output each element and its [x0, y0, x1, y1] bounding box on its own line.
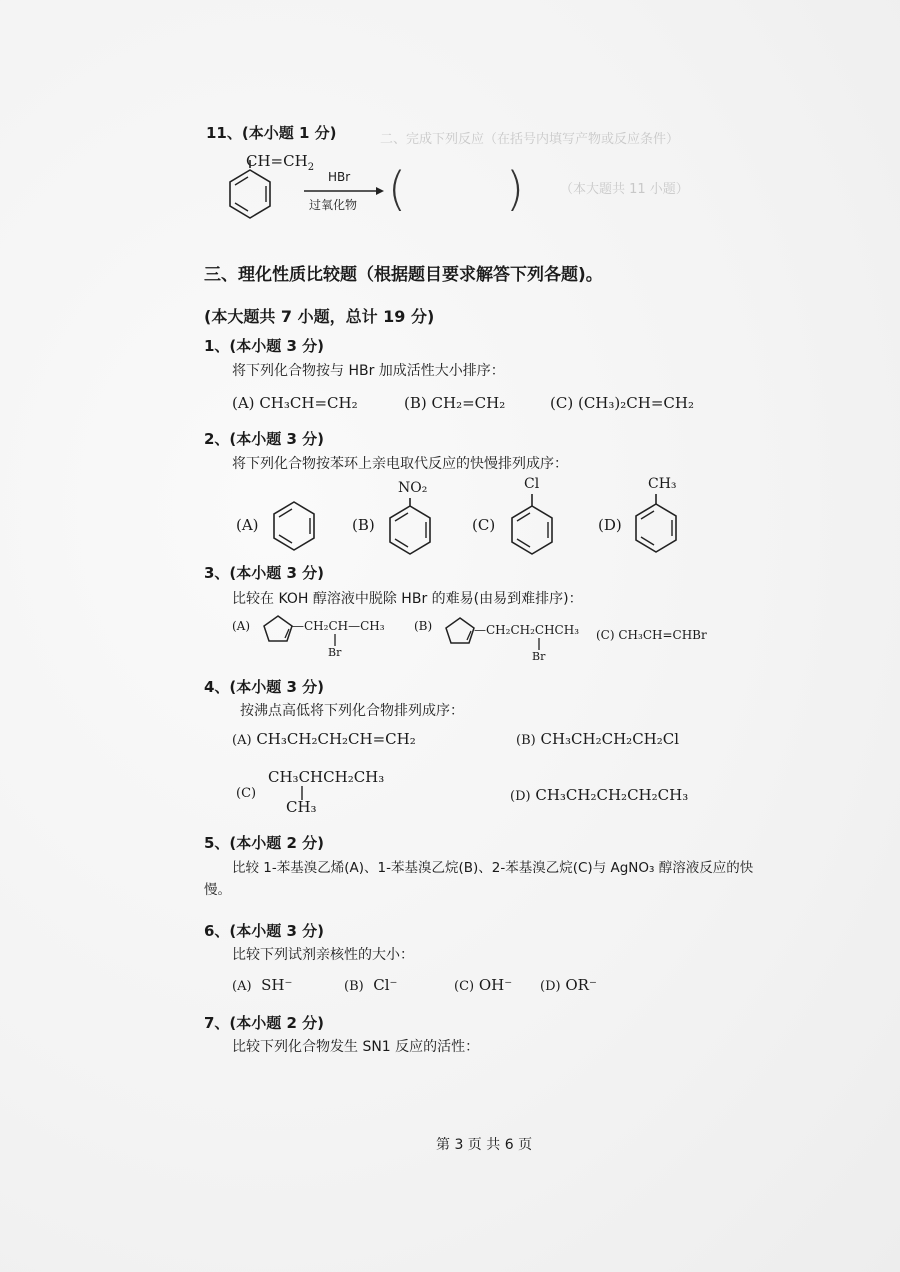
q1-text: 将下列化合物按与 HBr 加成活性大小排序： — [232, 363, 505, 379]
q1-option-c: (C) (CH₃)₂CH=CH₂ — [550, 394, 694, 412]
q6-option-c: (C) OH⁻ — [454, 976, 513, 994]
q2-option-c-substituent: Cl — [524, 476, 540, 492]
q2-option-d-substituent: CH₃ — [648, 476, 677, 492]
answer-open-paren: ( — [388, 162, 406, 216]
q4-option-c-branch: CH₃ — [286, 798, 317, 816]
q6-text: 比较下列试剂亲核性的大小： — [232, 947, 414, 963]
cyclopentene-ring-icon — [262, 614, 294, 642]
q4-option-c-formula: CH₃CHCH₂CH₃ — [268, 768, 385, 786]
page-number: 第 3 页 共 6 页 — [436, 1137, 533, 1153]
bleed-through-text: （本大题共 11 小题） — [560, 182, 689, 197]
q1-option-b: (B) CH₂=CH₂ — [404, 394, 506, 412]
section-subtitle: (本大题共 7 小题，总计 19 分) — [204, 307, 435, 326]
q4-option-d: (D) CH₃CH₂CH₂CH₂CH₃ — [510, 786, 689, 804]
chlorobenzene-ring-icon — [508, 504, 556, 554]
q4-option-a: (A) CH₃CH₂CH₂CH=CH₂ — [232, 730, 416, 748]
q11-benzene-ring-icon — [226, 168, 276, 220]
q5-text-line2: 慢。 — [204, 882, 231, 898]
q11-heading: 11、(本小题 1 分) — [206, 124, 337, 142]
section-title: 三、理化性质比较题（根据题目要求解答下列各题)。 — [204, 265, 603, 285]
q2-option-b-label: (B) — [352, 516, 375, 534]
nitrobenzene-ring-icon — [386, 504, 434, 554]
q2-option-b-substituent: NO₂ — [398, 480, 428, 496]
q1-heading: 1、(本小题 3 分) — [204, 337, 325, 355]
q3-text: 比较在 KOH 醇溶液中脱除 HBr 的难易(由易到难排序)： — [232, 591, 583, 607]
q3-option-b-br: Br — [532, 650, 546, 663]
q3-option-a-br: Br — [328, 646, 342, 659]
q3-option-c: (C) CH₃CH=CHBr — [596, 628, 707, 642]
q3-option-a-chain: —CH₂CH—CH₃ — [292, 619, 385, 633]
q6-option-a: (A) SH⁻ — [232, 976, 293, 994]
q2-heading: 2、(本小题 3 分) — [204, 430, 325, 448]
q3-option-a-label: (A) — [232, 619, 251, 633]
q4-option-b: (B) CH₃CH₂CH₂CH₂Cl — [516, 730, 680, 748]
q5-text-line1: 比较 1-苯基溴乙烯(A)、1-苯基溴乙烷(B)、2-苯基溴乙烷(C)与 AgNO₃ 醇溶液反应的快 — [232, 860, 754, 876]
q11-substituent: $CH=CH_2$ — [246, 152, 315, 173]
cyclopentene-ring-icon — [444, 616, 476, 644]
q3-option-b-label: (B) — [414, 619, 433, 633]
q2-option-a-label: (A) — [236, 516, 259, 534]
q7-heading: 7、(本小题 2 分) — [204, 1014, 325, 1032]
q1-option-a: (A) CH₃CH=CH₂ — [232, 394, 358, 412]
q5-heading: 5、(本小题 2 分) — [204, 834, 325, 852]
q4-option-c-label: (C) — [236, 786, 257, 801]
benzene-ring-icon — [270, 500, 318, 550]
q2-option-c-label: (C) — [472, 516, 496, 534]
q2-text: 将下列化合物按苯环上亲电取代反应的快慢排列成序： — [232, 456, 568, 472]
q2-option-d-label: (D) — [598, 516, 622, 534]
q3-heading: 3、(本小题 3 分) — [204, 564, 325, 582]
q6-heading: 6、(本小题 3 分) — [204, 922, 325, 940]
q11-condition: 过氧化物 — [309, 198, 358, 212]
q11-reagent: HBr — [328, 170, 351, 184]
q7-text: 比较下列化合物发生 SN1 反应的活性： — [232, 1039, 480, 1055]
q6-option-d: (D) OR⁻ — [540, 976, 597, 994]
q4-text: 按沸点高低将下列化合物排列成序： — [240, 703, 464, 719]
bleed-through-text: 二、完成下列反应（在括号内填写产物或反应条件） — [380, 132, 680, 147]
answer-close-paren: ) — [506, 162, 524, 216]
q6-option-b: (B) Cl⁻ — [344, 976, 398, 994]
q4-heading: 4、(本小题 3 分) — [204, 678, 325, 696]
toluene-ring-icon — [632, 502, 680, 552]
q3-option-b-chain: —CH₂CH₂CHCH₃ — [474, 623, 580, 637]
